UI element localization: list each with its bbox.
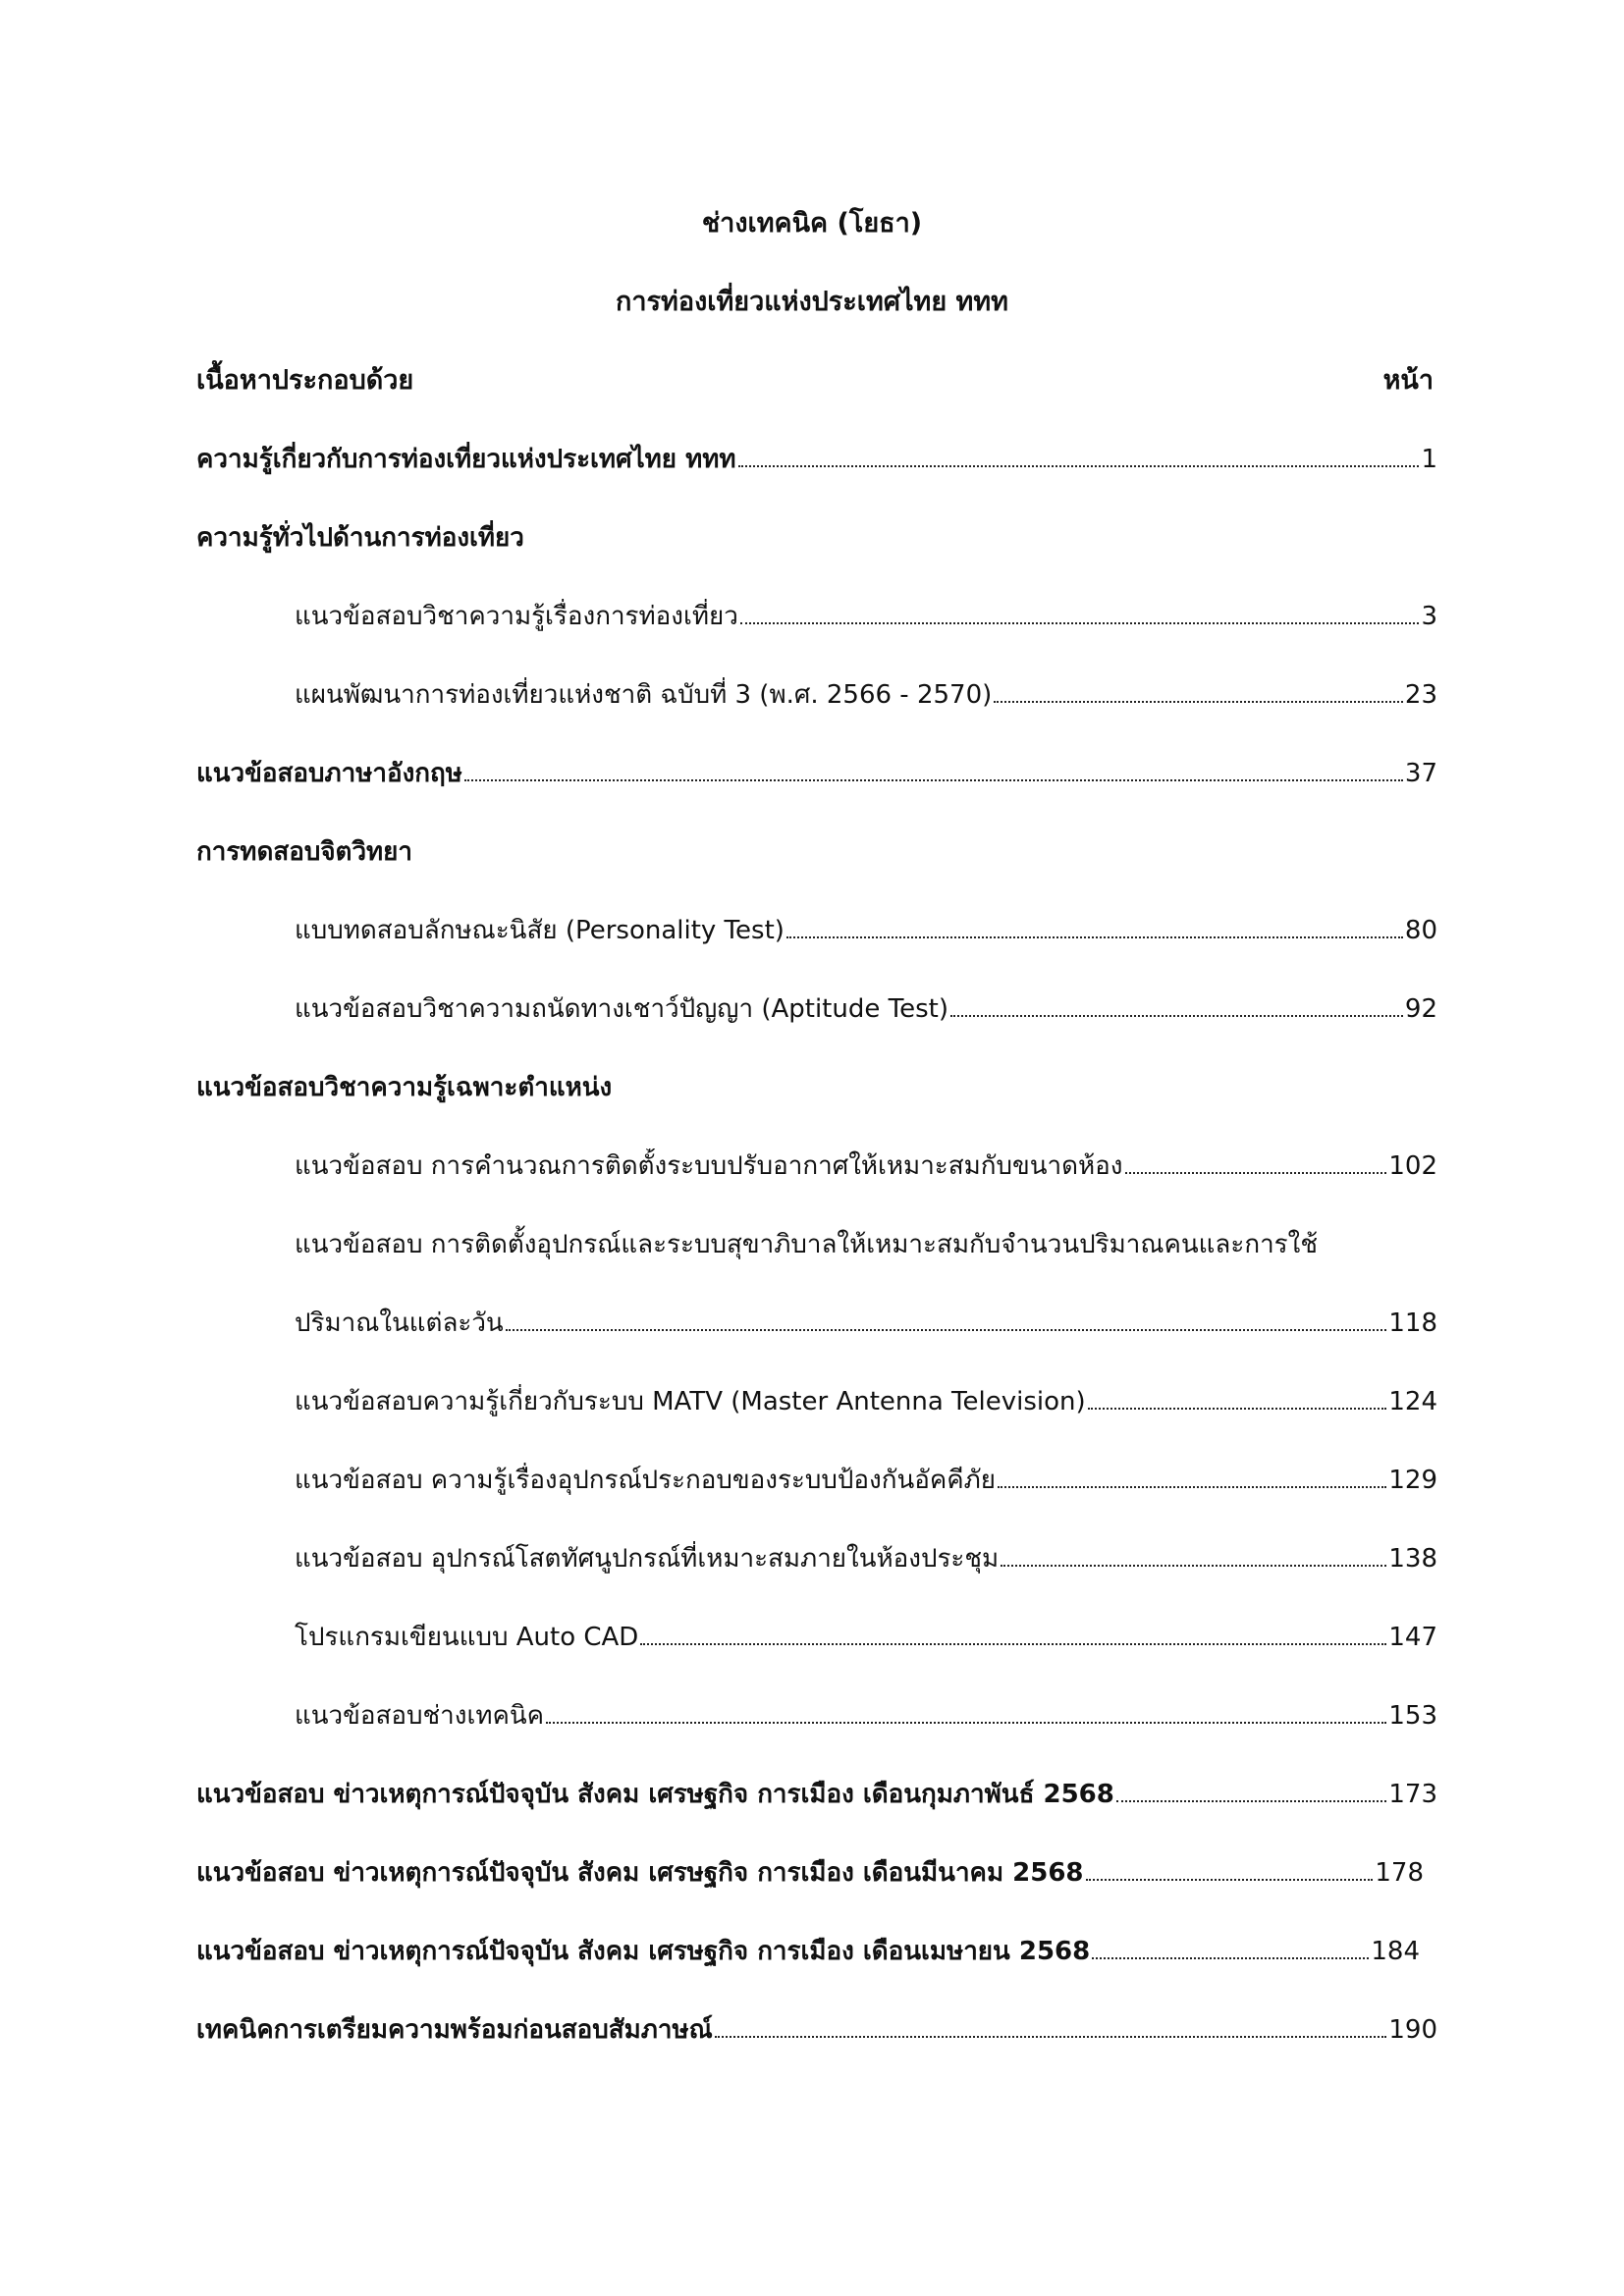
toc-entry-page: 178 [1375,1858,1424,1888]
toc-entry-page: 184 [1371,1937,1420,1966]
dot-leader [715,2036,1387,2038]
toc-entry-label: แนวข้อสอบวิชาความถนัดทางเชาว์ปัญญา (Aptitude Test) [295,994,948,1024]
toc-entry [196,1934,1420,1969]
toc-entry [295,677,1437,713]
toc-entry-label: แนวข้อสอบความรู้เกี่ยวกับระบบ MATV (Master Antenna Television) [295,1387,1086,1416]
toc-entry-label: แนวข้อสอบ ข่าวเหตุการณ์ปัจจุบัน สังคม เศรษฐกิจ การเมือง เดือนกุมภาพันธ์ 2568 [196,1780,1114,1809]
toc-entry [295,599,1437,634]
toc-entry [196,756,1437,791]
toc-entry-label: ความรู้ทั่วไปด้านการท่องเที่ยว [196,523,524,553]
toc-section-heading [196,520,524,556]
document-subtitle: การท่องเที่ยวแห่งประเทศไทย ททท [616,287,1008,317]
toc-entry-label: ความรู้เกี่ยวกับการท่องเที่ยวแห่งประเทศไทย ททท [196,445,736,474]
toc-entry-page: 153 [1388,1701,1437,1731]
toc-entry [196,2012,1437,2048]
toc-entry-label-line2: ปริมาณในแต่ละวัน [295,1308,504,1338]
toc-entry-page: 173 [1388,1780,1437,1809]
toc-entry [196,442,1437,477]
toc-entry [196,1777,1437,1812]
toc-entry-page: 124 [1388,1387,1437,1416]
toc-entry-label: แนวข้อสอบ อุปกรณ์โสตทัศนูปกรณ์ที่เหมาะสมภายในห้องประชุม [295,1544,1000,1574]
dot-leader [950,1015,1403,1017]
dot-leader [506,1329,1387,1331]
toc-entry-label: การทดสอบจิตวิทยา [196,837,413,867]
dot-leader [994,701,1403,703]
dot-leader [1125,1172,1387,1174]
toc-header-page: หน้า [1382,365,1434,396]
toc-entry-page: 190 [1388,2015,1437,2045]
dot-leader [640,1643,1386,1645]
toc-entry-label: แนวข้อสอบภาษาอังกฤษ [196,759,462,788]
toc-entry [295,913,1437,948]
toc-entry [295,1384,1437,1419]
toc-entry [295,1620,1437,1655]
dot-leader [740,622,1420,624]
toc-entry-page: 147 [1388,1623,1437,1652]
toc-entry [295,1463,1437,1498]
toc-entry-page: 118 [1388,1308,1437,1338]
toc-entry-label: แนวข้อสอบ การคำนวณการติดตั้งระบบปรับอากาศให้เหมาะสมกับขนาดห้อง [295,1151,1123,1181]
toc-entry [196,1855,1424,1891]
dot-leader [1116,1800,1387,1802]
toc-entry-label: แนวข้อสอบช่างเทคนิค [295,1701,545,1731]
toc-entry-label: แนวข้อสอบ ข่าวเหตุการณ์ปัจจุบัน สังคม เศรษฐกิจ การเมือง เดือนมีนาคม 2568 [196,1858,1084,1888]
dot-leader [464,779,1403,781]
dot-leader [1092,1957,1369,1959]
toc-entry-page: 102 [1388,1151,1437,1181]
toc-entry [295,1698,1437,1734]
toc-entry-label: แนวข้อสอบ ความรู้เรื่องอุปกรณ์ประกอบของระบบป้องกันอัคคีภัย [295,1466,996,1495]
toc-entry-page: 37 [1404,759,1437,788]
toc-entry-label: แบบทดสอบลักษณะนิสัย (Personality Test) [295,916,785,945]
toc-entry-multiline [295,1227,1437,1341]
toc-entry [295,1541,1437,1576]
toc-entry-page: 138 [1388,1544,1437,1574]
toc-entry-page: 129 [1388,1466,1437,1495]
toc-entry-page: 80 [1404,916,1437,945]
toc-entry [295,991,1437,1027]
dot-leader [1088,1408,1387,1410]
dot-leader [738,465,1420,467]
toc-section-heading [196,834,412,870]
toc-entry-page: 92 [1404,994,1437,1024]
dot-leader [1001,1565,1386,1567]
toc-entry-label: แผนพัฒนาการท่องเที่ยวแห่งชาติ ฉบับที่ 3 (พ.ศ. 2566 - 2570) [295,680,993,710]
toc-entry-label: แนวข้อสอบวิชาความรู้เรื่องการท่องเที่ยว [295,602,738,631]
document-title: ช่างเทคนิค (โยธา) [701,208,923,239]
toc-entry-label: แนวข้อสอบ ข่าวเหตุการณ์ปัจจุบัน สังคม เศรษฐกิจ การเมือง เดือนเมษายน 2568 [196,1937,1091,1966]
toc-section-heading [196,1070,612,1105]
toc-header-contents: เนื้อหาประกอบด้วย [196,365,414,396]
toc-entry-label: เทคนิคการเตรียมความพร้อมก่อนสอบสัมภาษณ์ [196,2015,713,2045]
toc-entry-label: โปรแกรมเขียนแบบ Auto CAD [295,1623,639,1652]
dot-leader [1086,1879,1374,1881]
toc-entry-page: 23 [1404,680,1437,710]
dot-leader [998,1486,1386,1488]
toc-entry-page: 1 [1421,445,1437,474]
toc-entry-label-line1: แนวข้อสอบ การติดตั้งอุปกรณ์และระบบสุขาภิบาลให้เหมาะสมกับจำนวนปริมาณคนและการใช้ [295,1230,1318,1259]
dot-leader [786,936,1403,938]
dot-leader [546,1722,1386,1724]
toc-entry-page: 3 [1421,602,1437,631]
toc-entry [295,1148,1437,1184]
toc-entry-label: แนวข้อสอบวิชาความรู้เฉพาะตำแหน่ง [196,1073,613,1102]
toc-entry-line2 [295,1306,1437,1341]
